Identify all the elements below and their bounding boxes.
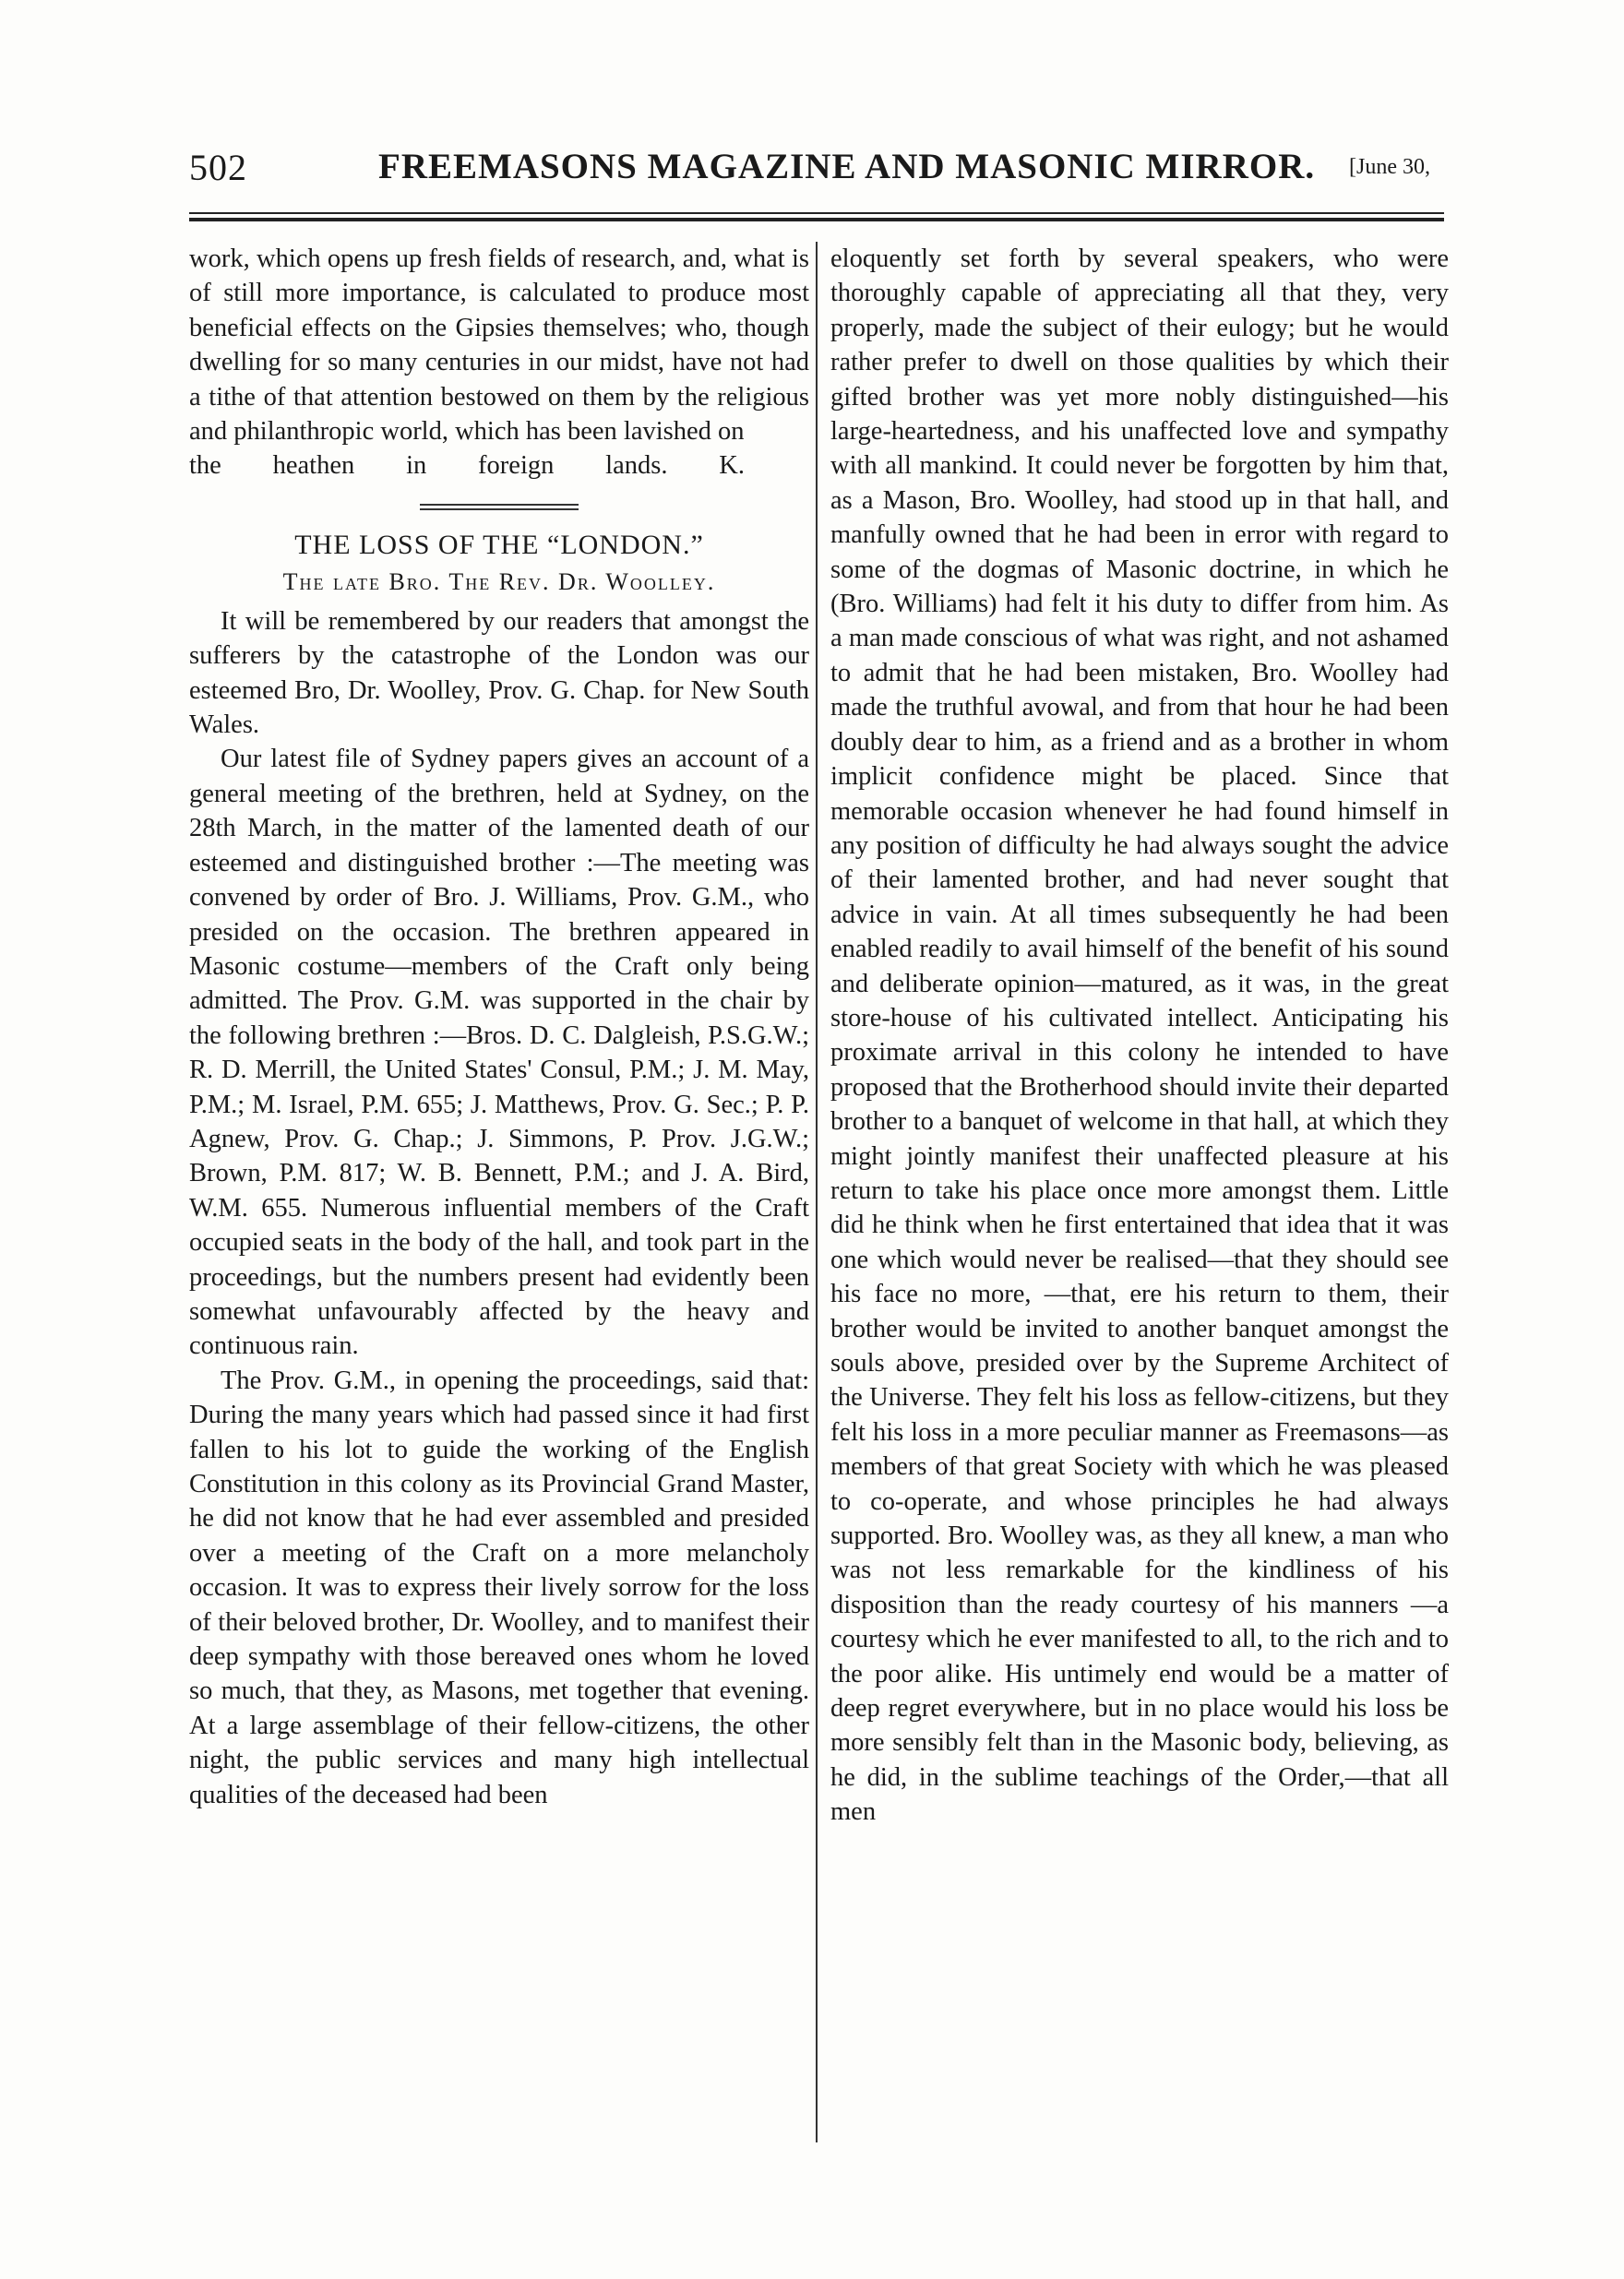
- left-column: [189, 242, 809, 1812]
- article-subtitle: The late Bro. The Rev. Dr. Woolley.: [282, 567, 716, 595]
- issue-date: [June 30,: [1349, 155, 1430, 179]
- article-title: THE LOSS OF THE “LONDON.”: [294, 529, 704, 560]
- right-column: [830, 242, 1449, 1830]
- page-header: [189, 138, 1444, 203]
- header-rule-thick: [189, 218, 1444, 221]
- page-number: 502: [189, 147, 247, 188]
- continued-paragraph-tail: the heathen in foreign lands.: [189, 451, 668, 481]
- section-divider: [420, 504, 579, 510]
- header-rule-thin: [189, 212, 1444, 214]
- magazine-title: FREEMASONS MAGAZINE AND MASONIC MIRROR.: [378, 147, 1316, 186]
- continued-paragraph-last-line: [189, 448, 809, 483]
- article-paragraph-3: The Prov. G.M., in opening the proceedings, said that: During the many years which had passed since it had first fallen to his lot to guide the working of the English Constitution in this colony as its Provincial Grand Master, he did not know that he had ever assembled and presided over a meeting of the Craft on a more melancholy occasion. It was to express their lively sorrow for the loss of their beloved brother, Dr. Woolley, and to manifest their deep sympathy with those bereaved ones whom he loved so much, that they, as Masons, met together that evening. At a large assemblage of their fellow-citizens, the other night, the public services and many high intellectual qualities of the deceased had been: [189, 1366, 809, 1809]
- article-paragraph-3-continued: eloquently set forth by several speakers, who were thoroughly capable of appreciating all that they, very properly, made the subject of their eulogy; but he would rather prefer to dwell on those qualities by which their gifted brother was yet more nobly distinguished—his large-heartedness, and his unaffected love and sympathy with all mankind. It could never be forgotten by him that, as a Mason, Bro. Woolley, had stood up in that hall, and manfully owned that he had been in error with regard to some of the dogmas of Masonic doctrine, in which he (Bro. Williams) had felt it his duty to differ from him. As a man made conscious of what was right, and not ashamed to admit that he had been mistaken, Bro. Woolley had made the truthful avowal, and from that hour he had been doubly dear to him, as a friend and as a brother in whom implicit confidence might be placed. Since that memorable occasion whenever he had found himself in any position of difficulty he had always sought the advice of their lamented brother, and had never sought that advice in vain. At all times subsequently he had been enabled readily to avail himself of the benefit of his sound and deliberate opinion—matured, as it was, in the great store-house of his cultivated intellect. Anticipating his proximate arrival in this colony he intended to have proposed that the Brotherhood should invite their departed brother to a banquet of welcome in that hall, at which they might jointly manifest their unaffected pleasure at his return to take his place once more amongst them. Little did he think when he first entertained that idea that it was one which would never be realised—that they should see his face no more, —that, ere his return to them, their brother would be invited to another banquet amongst the souls above, presided over by the Supreme Architect of the Universe. They felt his loss as fellow-citizens, but they felt his loss in a more peculiar manner as Freemasons—as members of that great Society with which he was pleased to co-operate, and whose principles he had always supported. Bro. Woolley was, as they all knew, a man who was not less remarkable for the kindliness of his disposition than the ready courtesy of his manners —a courtesy which he ever manifested to all, to the rich and to the poor alike. His untimely end would be a matter of deep regret everywhere, but in no place would his loss be more sensibly felt than in the Masonic body, believing, as he did, in the sublime teachings of the Order,—that all men: [830, 245, 1449, 1827]
- article-paragraph-1: It will be remembered by our readers that amongst the sufferers by the catastrophe of the London was our esteemed Bro, Dr. Woolley, Prov. G. Chap. for New South Wales.: [189, 606, 809, 740]
- column-divider: [816, 242, 818, 2142]
- article-paragraph-2: Our latest file of Sydney papers gives an account of a general meeting of the brethren, held at Sydney, on the 28th March, in the matter of the lamented death of our esteemed and distinguished brother :—The meeting was convened by order of Bro. J. Williams, Prov. G.M., who presided on the occasion. The brethren appeared in Masonic costume—members of the Craft only being admitted. The Prov. G.M. was supported in the chair by the following brethren :—Bros. D. C. Dalgleish, P.S.G.W.; R. D. Merrill, the United States' Consul, P.M.; J. M. May, P.M.; M. Israel, P.M. 655; J. Matthews, Prov. G. Sec.; P. P. Agnew, Prov. G. Chap.; J. Simmons, P. Prov. J.G.W.; Brown, P.M. 817; W. B. Bennett, P.M.; and J. A. Bird, W.M. 655. Numerous influential members of the Craft occupied seats in the body of the hall, and took part in the proceedings, but the numbers present had evidently been somewhat unfavourably affected by the heavy and continuous rain.: [189, 745, 809, 1361]
- continued-paragraph: work, which opens up fresh fields of research, and, what is of still more importance, is calculated to produce most beneficial effects on the Gipsies themselves; who, though dwelling for so many centuries in our midst, have not had a tithe of that attention bestowed on them by the religious and philanthropic world, which has been lavished on: [189, 245, 809, 447]
- author-signoff: K.: [719, 451, 746, 481]
